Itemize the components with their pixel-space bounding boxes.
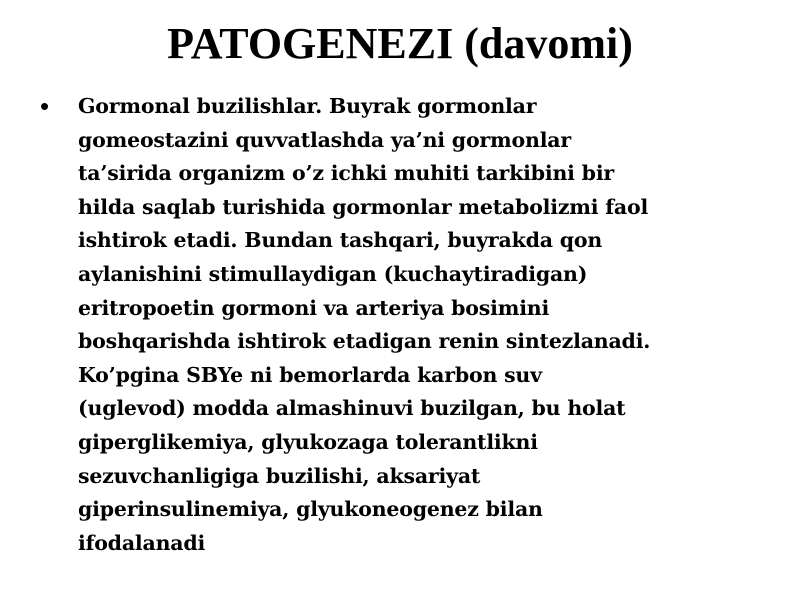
bullet-line: aylanishini stimullaydigan (kuchaytiradigan) [78, 261, 588, 286]
bullet-line: ta’sirida organizm o’z ichki muhiti tarkibini bir [78, 161, 615, 186]
bullet-line: giperinsulinemiya, glyukoneogenez bilan [78, 497, 543, 522]
bullet-line: Ko’pgina SBYe ni bemorlarda karbon suv [78, 362, 542, 387]
bullet-item [40, 90, 760, 560]
bullet-line: ifodalanadi [78, 530, 206, 555]
bullet-line: sezuvchanligiga buzilishi, aksariyat [78, 463, 481, 488]
bullet-line: ishtirok etadi. Bundan tashqari, buyrakda qon [78, 228, 603, 253]
bullet-line: gomeostazini quvvatlashda ya’ni gormonlar [78, 127, 571, 152]
bullet-line: giperglikemiya, glyukozaga tolerantlikni [78, 429, 538, 454]
bullet-line: eritropoetin gormoni va arteriya bosimini [78, 295, 550, 320]
bullet-line: (uglevod) modda almashinuvi buzilgan, bu holat [78, 396, 626, 421]
bullet-line: Gormonal buzilishlar. Buyrak gormonlar [78, 94, 537, 118]
bullet-list [40, 90, 760, 560]
bullet-dot-icon: • [40, 91, 50, 121]
bullet-text [78, 90, 760, 560]
bullet-line: hilda saqlab turishida gormonlar metabolizmi faol [78, 194, 649, 219]
slide-title: PATOGENEZI (davomi) [167, 19, 633, 68]
bullet-line: boshqarishda ishtirok etadigan renin sintezlanadi. [78, 329, 651, 354]
